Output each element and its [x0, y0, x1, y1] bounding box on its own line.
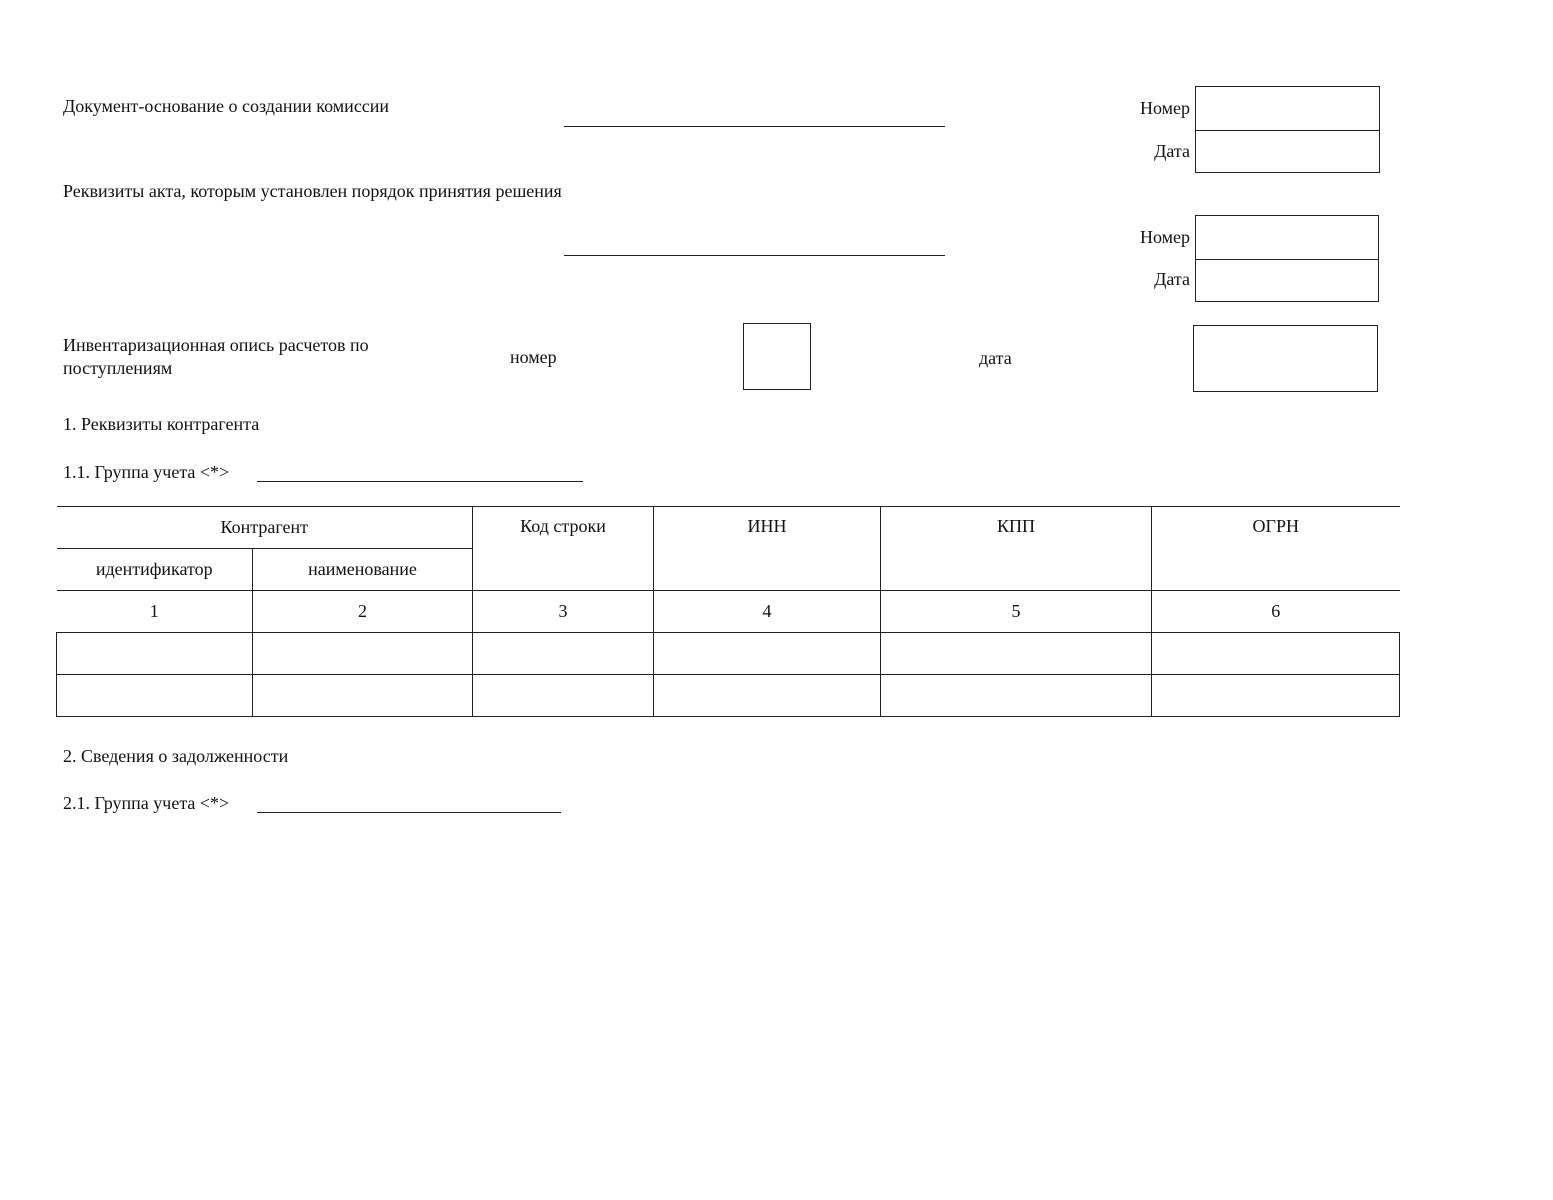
inventory-date-box[interactable]: [1193, 325, 1378, 392]
table-cell[interactable]: [57, 633, 253, 675]
col-number: 5: [881, 591, 1152, 633]
header-name: наименование: [253, 549, 473, 591]
inventory-date-label: дата: [979, 348, 1012, 368]
col-number: 1: [57, 591, 253, 633]
table-cell[interactable]: [654, 675, 881, 717]
basis-date-label: Дата: [1154, 141, 1190, 161]
col-number: 2: [253, 591, 473, 633]
table-cell[interactable]: [881, 633, 1152, 675]
col-number: 4: [654, 591, 881, 633]
table-number-row: [57, 591, 1400, 633]
basis-document-label: Документ-основание о создании комиссии: [63, 96, 390, 116]
box-divider: [1196, 259, 1378, 260]
act-number-label: Номер: [1139, 227, 1190, 247]
section2-group-line[interactable]: [257, 812, 561, 813]
header-identifier: идентификатор: [57, 549, 253, 591]
header-ogrn: ОГРН: [1152, 507, 1400, 591]
counterparty-table: [56, 506, 1400, 717]
table-cell[interactable]: [473, 633, 654, 675]
act-number-date-box: [1195, 215, 1379, 302]
inventory-number-box[interactable]: [743, 323, 811, 390]
section1-title: 1. Реквизиты контрагента: [63, 414, 260, 434]
col-number: 3: [473, 591, 654, 633]
header-line-code: Код строки: [473, 507, 654, 591]
header-inn: ИНН: [654, 507, 881, 591]
section2-title: 2. Сведения о задолженности: [63, 746, 289, 766]
act-line[interactable]: [564, 255, 945, 256]
table-cell[interactable]: [1152, 633, 1400, 675]
table-cell[interactable]: [57, 675, 253, 717]
header-kpp: КПП: [881, 507, 1152, 591]
section1-group-line[interactable]: [257, 481, 583, 482]
act-date-label: Дата: [1154, 269, 1190, 289]
table-cell[interactable]: [1152, 675, 1400, 717]
table-cell[interactable]: [654, 633, 881, 675]
section2-group-label: 2.1. Группа учета <*>: [63, 793, 230, 813]
inventory-number-label: номер: [510, 347, 557, 367]
col-number: 6: [1152, 591, 1400, 633]
header-counterparty: Контрагент: [57, 507, 473, 549]
table-row: [57, 633, 1400, 675]
basis-number-date-box: [1195, 86, 1380, 173]
table-header-row: [57, 507, 1400, 549]
act-label: Реквизиты акта, которым установлен порядок принятия решения: [63, 181, 562, 201]
basis-document-line[interactable]: [564, 126, 945, 127]
table-cell[interactable]: [253, 633, 473, 675]
inventory-label: Инвентаризационная опись расчетов по поступлениям: [63, 335, 369, 378]
box-divider: [1196, 130, 1379, 131]
basis-number-label: Номер: [1139, 98, 1190, 118]
section1-group-label: 1.1. Группа учета <*>: [63, 462, 230, 482]
table-cell[interactable]: [253, 675, 473, 717]
table-cell[interactable]: [473, 675, 654, 717]
table-cell[interactable]: [881, 675, 1152, 717]
table-row: [57, 675, 1400, 717]
